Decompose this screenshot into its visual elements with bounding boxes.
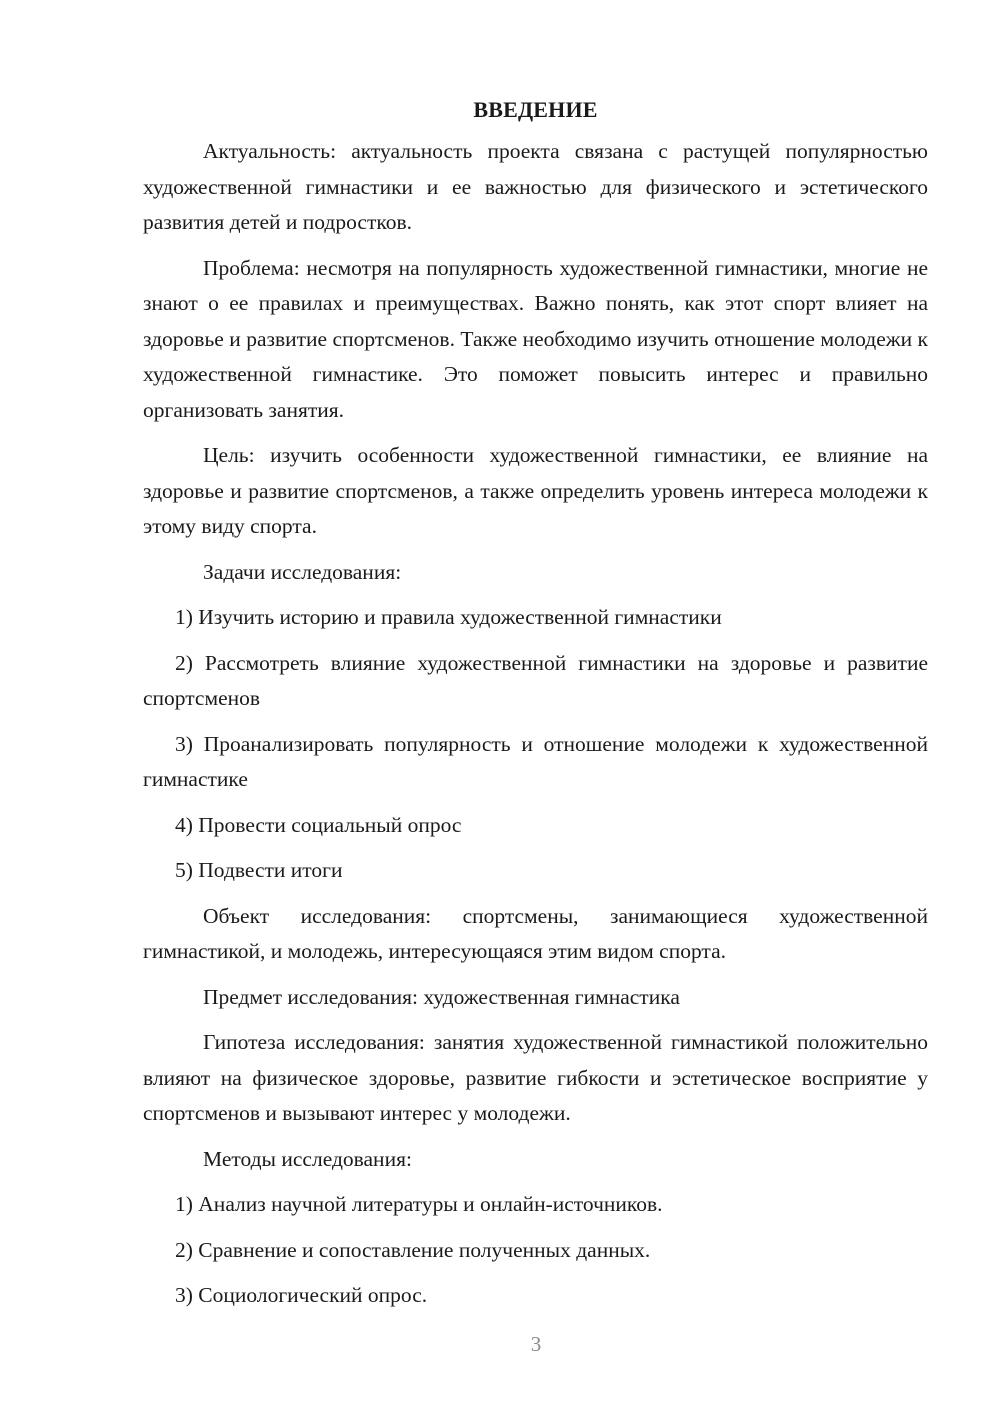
paragraph-relevance: Актуальность: актуальность проекта связана с растущей популярностью художественной гимнастики и ее важностью для физического и эстетического развития детей и подростков. [143, 139, 928, 234]
section-title: ВВЕДЕНИЕ [473, 97, 598, 122]
paragraph-subject: Предмет исследования: художественная гимнастика [203, 984, 680, 1009]
task-item: 5) Подвести итоги [175, 858, 343, 882]
paragraph-hypothesis: Гипотеза исследования: занятия художественной гимнастикой положительно влияют на физическое здоровье, развитие гибкости и эстетическое восприятие у спортсменов и вызывают интерес у молодежи. [143, 1030, 928, 1125]
tasks-heading: Задачи исследования: [203, 559, 402, 584]
paragraph-goal: Цель: изучить особенности художественной гимнастики, ее влияние на здоровье и развитие спортсменов, а также определить уровень интереса молодежи к этому виду спорта. [143, 443, 928, 538]
methods-heading: Методы исследования: [203, 1146, 412, 1171]
task-item: 1) Изучить историю и правила художественной гимнастики [175, 605, 722, 629]
method-item: 3) Социологический опрос. [175, 1283, 428, 1307]
method-item: 2) Сравнение и сопоставление полученных данных. [175, 1237, 651, 1262]
paragraph-problem: Проблема: несмотря на популярность художественной гимнастики, многие не знают о ее правилах и преимуществах. Важно понять, как этот спорт влияет на здоровье и развитие спортсменов. Также необходимо изучить отношение молодежи к художественной гимнастике. Это поможет повысить интерес и правильно организовать занятия. [143, 255, 928, 422]
method-item: 1) Анализ научной литературы и онлайн-источников. [175, 1192, 663, 1216]
page-content [143, 92, 928, 1324]
page-number: 3 [530, 1332, 542, 1356]
task-item: 2) Рассмотреть влияние художественной гимнастики на здоровье и развитие спортсменов [143, 650, 928, 710]
task-item: 3) Проанализировать популярность и отношение молодежи к художественной гимнастике [143, 731, 928, 791]
task-item: 4) Провести социальный опрос [175, 812, 462, 837]
paragraph-object: Объект исследования: спортсмены, занимающиеся художественной гимнастикой, и молодежь, интересующаяся этим видом спорта. [143, 903, 928, 963]
